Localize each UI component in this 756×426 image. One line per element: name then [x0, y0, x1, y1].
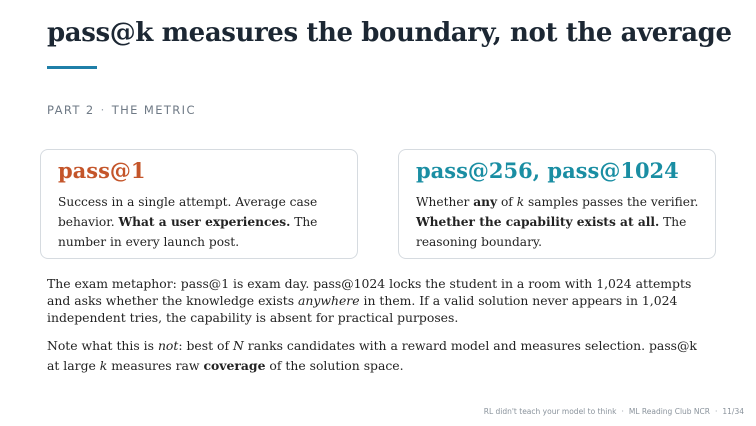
footer-page-number: 11/34 — [722, 407, 744, 416]
footer-separator-2: · — [714, 407, 718, 416]
card-right-text-2: of — [497, 195, 517, 209]
card-pass-at-large-k-title: pass@256, pass@1024 — [416, 158, 679, 183]
para2-text-4: measures raw — [107, 358, 204, 373]
card-left-bold: What a user experiences. — [118, 215, 291, 229]
card-pass-at-large-k — [398, 149, 716, 259]
slide-footer — [484, 407, 744, 416]
card-right-text-4: The reasoning boundary. — [416, 215, 687, 249]
card-right-text-3: samples passes the verifier. — [524, 195, 699, 209]
para1-text-2: in them. If a valid solution never appears in 1,024 independent tries, the capability is absent for practical purposes. — [47, 293, 678, 325]
exam-metaphor-paragraph — [47, 275, 712, 326]
footer-talk-title: RL didn't teach your model to think — [483, 407, 617, 416]
para2-italic-not: not — [157, 338, 179, 353]
card-left-text-2: The number in every launch post. — [58, 215, 318, 249]
kicker-separator: · — [100, 103, 106, 117]
para2-text-5: of the solution space. — [265, 358, 404, 373]
para2-text-2: : best of — [178, 338, 233, 353]
footer-separator-1: · — [621, 407, 624, 416]
card-pass-at-1-title: pass@1 — [58, 158, 146, 183]
kicker-section: THE METRIC — [111, 103, 196, 117]
title-underline — [47, 66, 97, 69]
para1-text-1: The exam metaphor: pass@1 is exam day. pass@1024 locks the student in a room with 1,024 attempts and asks whether the knowledge exists — [47, 276, 692, 308]
card-right-bold-2: Whether the capability exists at all. — [416, 215, 660, 229]
para1-italic: anywhere — [298, 293, 360, 308]
card-pass-at-1-body — [58, 192, 347, 252]
card-left-text-1: Success in a single attempt. Average case behavior. — [58, 195, 318, 229]
card-pass-at-large-k-body — [416, 192, 705, 252]
card-right-italic-k: k — [516, 195, 525, 209]
kicker-part: PART 2 — [47, 103, 95, 117]
para2-italic-n: N — [233, 338, 244, 353]
card-right-bold-any: any — [473, 195, 498, 209]
slide-title: pass@k measures the boundary, not the average — [47, 18, 732, 48]
para2-bold-coverage: coverage — [203, 358, 266, 373]
card-right-text-1: Whether — [416, 195, 474, 209]
para2-text-1: Note what this is — [47, 338, 158, 353]
card-pass-at-1 — [40, 149, 358, 259]
para2-italic-k: k — [99, 358, 108, 373]
section-kicker — [47, 103, 196, 117]
footer-venue: ML Reading Club NCR — [628, 407, 710, 416]
best-of-n-note-paragraph — [47, 336, 712, 376]
para2-text-3: ranks candidates with a reward model and measures selection. pass@k at large — [47, 338, 697, 373]
